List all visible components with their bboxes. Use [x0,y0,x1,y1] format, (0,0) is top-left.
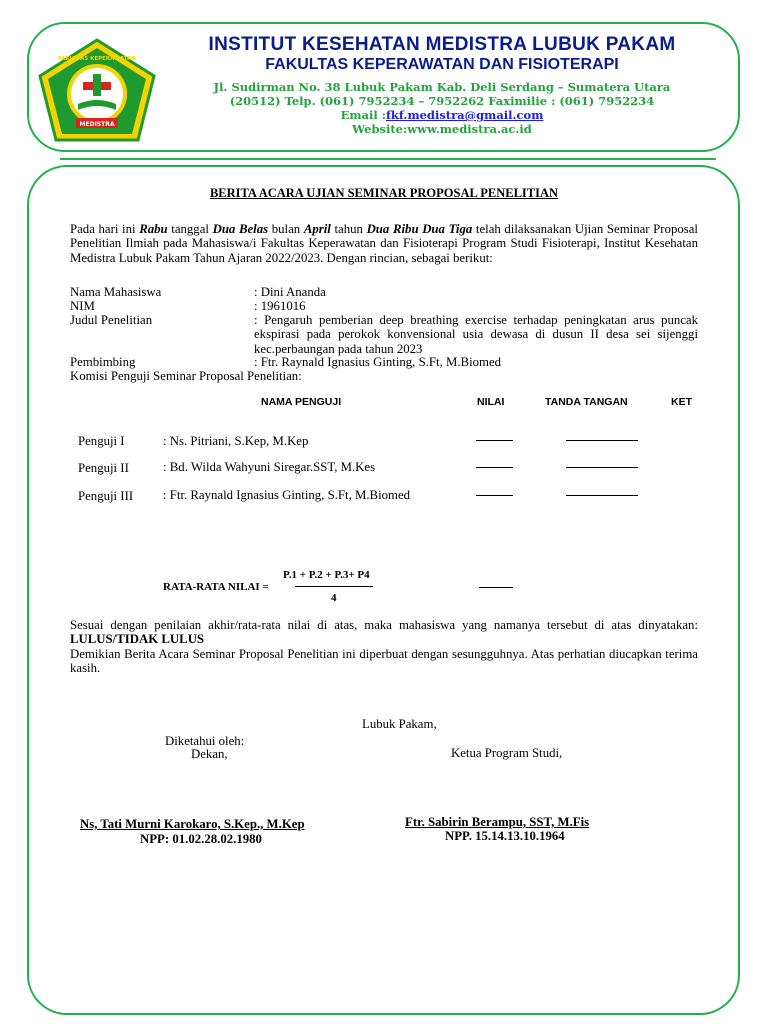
closing-paragraph: Demikian Berita Acara Seminar Proposal Penelitian ini diperbuat dengan sesungguhnya. Atas perhatian diucapkan terima kasih. [70,647,698,676]
intro-date: Dua Belas [212,222,269,236]
examiner-name: : Bd. Wilda Wahyuni Siregar.SST, M.Kes [163,460,376,474]
address-line-2: (20512) Telp. (061) 7952234 – 7952262 Faximilie : (061) 7952234 [229,94,655,108]
examiner-label: Penguji II [78,461,129,475]
program-head-name: Ftr. Sabirin Berampu, SST, M.Fis [405,815,590,829]
address-line-1: Jl. Sudirman No. 38 Lubuk Pakam Kab. Deli Serdang – Sumatera Utara [213,80,671,94]
examiner-label: Penguji III [78,489,134,503]
examiner-label: Penguji I [78,434,125,448]
faculty-name: FAKULTAS KEPERAWATAN DAN FISIOTERAPI [265,56,619,73]
examiner-name: : Ns. Pitriani, S.Kep, M.Kep [163,434,309,448]
header-score: NILAI [477,396,505,408]
conclusion-result: LULUS/TIDAK LULUS [70,632,205,647]
field-value-title: : Pengaruh pemberian deep breathing exercise terhadap peningkatan arus puncak ekspirasi pada perokok konvensional usia dewasa di dusun II desa sei sijenggi kec.perbaungan pada tahun 2023 [254,313,698,356]
intro-paragraph: Pada hari ini Rabu tanggal Dua Belas bulan April tahun Dua Ribu Dua Tiga telah dilaksanakan Ujian Seminar Proposal Penelitian Ilmiah pada Mahasiswa/i Fakultas Keperawatan dan Fisioterapi Program Studi Fisioterapi, Institut Kesehatan Medistra Lubuk Pakam Tahun Ajaran 2022/2023. Dengan rincian, sebagai berikut: [70,222,698,265]
committee-heading: Komisi Penguji Seminar Proposal Penelitian: [70,369,302,383]
field-label-nim: NIM [70,299,95,313]
field-label-title: Judul Penelitian [70,313,153,327]
email-link[interactable]: fkf.medistra@gmail.com [385,108,544,122]
dean-name: Ns, Tati Murni Karokaro, S.Kep., M.Kep [80,817,305,831]
field-label-advisor: Pembimbing [70,355,136,369]
score-blank[interactable] [476,495,513,496]
letterhead-divider [60,158,716,160]
svg-text:FAKULTAS KEPERAWATAN: FAKULTAS KEPERAWATAN [58,56,136,62]
field-label-name: Nama Mahasiswa [70,285,162,299]
signature-blank[interactable] [566,467,638,468]
dean-role: Dekan, [191,747,228,761]
field-value-nim: : 1961016 [254,299,306,313]
intro-month: April [303,222,331,236]
formula-denominator: 4 [331,592,337,604]
known-by-label: Diketahui oleh: [165,734,245,748]
field-value-name: : Dini Ananda [254,285,326,299]
signing-place: Lubuk Pakam, [362,717,437,731]
header-examiner-name: NAMA PENGUJI [261,396,342,408]
program-head-role: Ketua Program Studi, [451,746,563,760]
score-blank[interactable] [476,467,513,468]
institution-name: INSTITUT KESEHATAN MEDISTRA LUBUK PAKAM [208,34,676,55]
email-label: Email : [340,108,386,122]
formula-numerator: P.1 + P.2 + P.3+ P4 [283,569,370,581]
field-value-advisor: : Ftr. Raynald Ignasius Ginting, S.Ft, M.Biomed [254,355,502,369]
intro-year: Dua Ribu Dua Tiga [366,222,473,236]
score-blank[interactable] [476,440,513,441]
conclusion-paragraph: Sesuai dengan penilaian akhir/rata-rata nilai di atas, maka mahasiswa yang namanya tersebut di atas dinyatakan: LULUS/TIDAK LULUS [70,618,698,647]
institution-seal-icon [38,38,156,142]
header-signature: TANDA TANGAN [545,396,628,408]
document-title: BERITA ACARA UJIAN SEMINAR PROPOSAL PENELITIAN [209,186,559,200]
svg-text:MEDISTRA: MEDISTRA [79,121,115,128]
website-line[interactable]: Website:www.medistra.ac.id [352,122,532,136]
average-label: RATA-RATA NILAI = [163,581,269,593]
header-note: KET [671,396,692,408]
examiner-name: : Ftr. Raynald Ignasius Ginting, S.Ft, M.Biomed [163,488,411,502]
email-line [162,108,722,122]
signature-blank[interactable] [566,440,638,441]
dean-npp: NPP: 01.02.28.02.1980 [140,832,262,846]
intro-day: Rabu [139,222,168,236]
program-head-npp: NPP. 15.14.13.10.1964 [445,829,565,843]
average-blank[interactable] [479,587,513,588]
fraction-bar [295,586,373,587]
signature-blank[interactable] [566,495,638,496]
